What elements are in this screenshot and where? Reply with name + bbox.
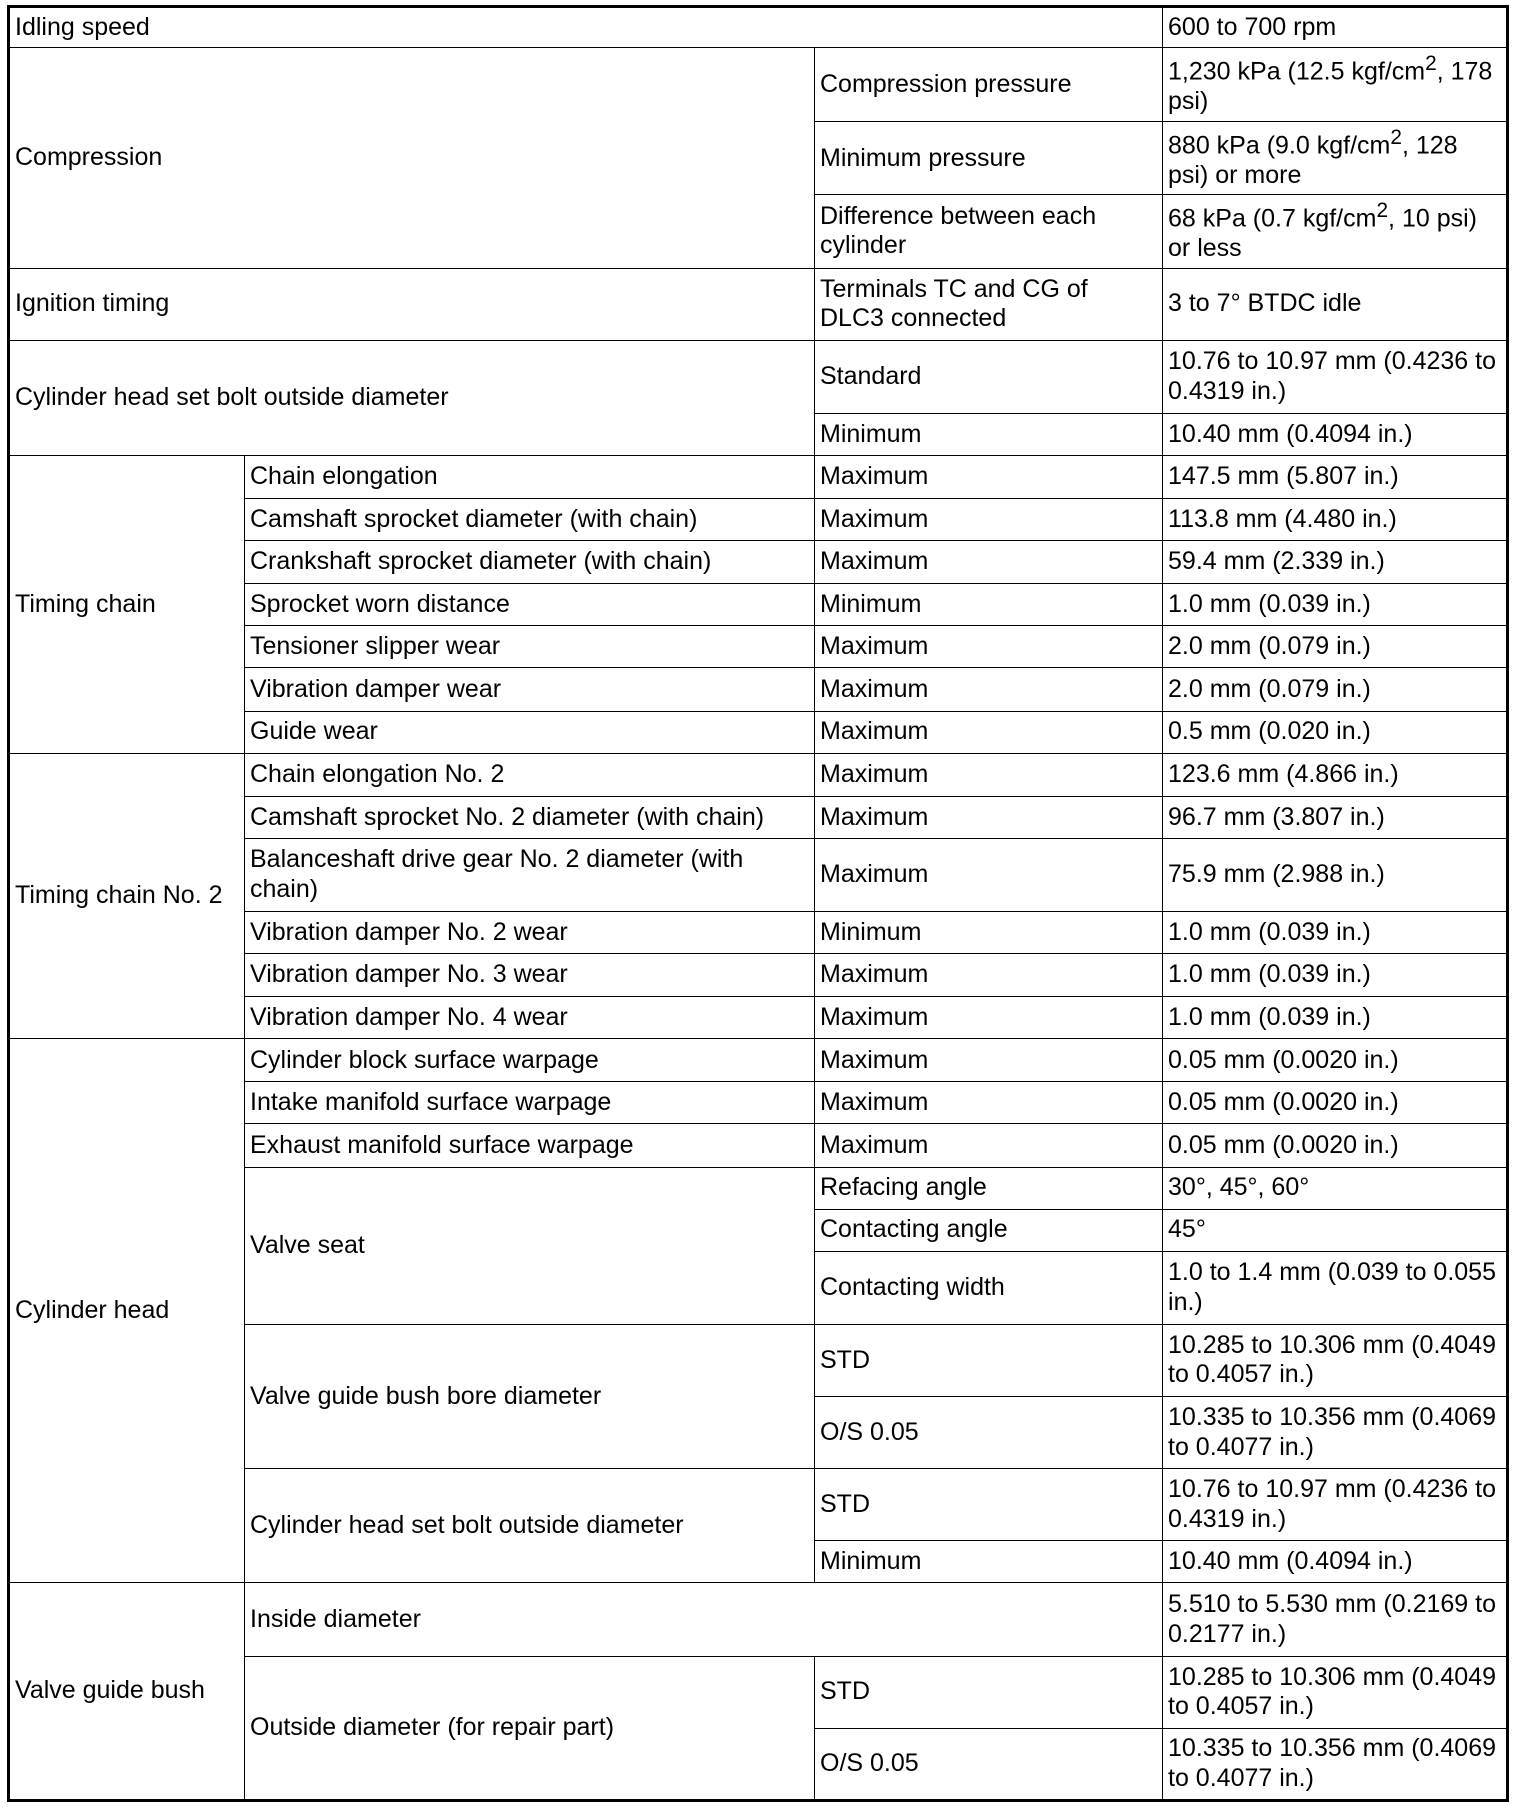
guide-bore-os-param: O/S 0.05 [815,1397,1163,1469]
idling-speed-label: Idling speed [9,7,1163,48]
guide-bore-std-value: 10.285 to 10.306 mm (0.4049 to 0.4057 in.) [1163,1324,1508,1396]
timing-chain-2-param: Maximum [815,997,1163,1039]
timing-chain-item: Chain elongation [245,455,815,498]
ignition-timing-label: Ignition timing [9,268,815,340]
timing-chain-2-label: Timing chain No. 2 [9,753,245,1039]
value-part: , 178 psi) [1168,57,1493,116]
cylinder-head-param: Maximum [815,1082,1163,1124]
cylinder-head-value: 0.05 mm (0.0020 in.) [1163,1039,1508,1082]
row-idling-speed [9,7,1508,48]
timing-chain-value: 113.8 mm (4.480 in.) [1163,499,1508,541]
timing-chain-2-param: Maximum [815,796,1163,838]
bolt-standard-value: 10.76 to 10.97 mm (0.4236 to 0.4319 in.) [1163,340,1508,413]
ignition-timing-value: 3 to 7° BTDC idle [1163,268,1508,340]
timing-chain-item: Crankshaft sprocket diameter (with chain) [245,541,815,584]
difference-param: Difference between each cylinder [815,195,1163,268]
timing-chain-param: Maximum [815,541,1163,584]
timing-chain-value: 147.5 mm (5.807 in.) [1163,455,1508,498]
bolt-diameter-label: Cylinder head set bolt outside diameter [9,340,815,455]
bolt-minimum-param: Minimum [815,413,1163,455]
outside-std-value: 10.285 to 10.306 mm (0.4049 to 0.4057 in.) [1163,1656,1508,1728]
compression-pressure-param: Compression pressure [815,48,1163,122]
timing-chain-item: Guide wear [245,711,815,753]
timing-chain-value: 2.0 mm (0.079 in.) [1163,668,1508,711]
compression-pressure-value [1163,48,1508,122]
timing-chain-2-param: Maximum [815,838,1163,911]
row-timing-chain-1 [9,455,1508,498]
row-timing-chain-2-1 [9,753,1508,796]
compression-label: Compression [9,48,815,268]
contacting-angle-param: Contacting angle [815,1209,1163,1251]
idling-speed-value: 600 to 700 rpm [1163,7,1508,48]
cylinder-head-value: 0.05 mm (0.0020 in.) [1163,1124,1508,1167]
contacting-width-value: 1.0 to 1.4 mm (0.039 to 0.055 in.) [1163,1251,1508,1324]
timing-chain-2-item: Camshaft sprocket No. 2 diameter (with chain) [245,796,815,838]
bolt-minimum-value: 10.40 mm (0.4094 in.) [1163,413,1508,455]
spec-table [7,5,1509,1802]
superscript: 2 [1425,52,1437,76]
minimum-pressure-param: Minimum pressure [815,122,1163,195]
timing-chain-2-item: Balanceshaft drive gear No. 2 diameter (with chain) [245,838,815,911]
row-compression-pressure [9,48,1508,122]
timing-chain-2-item: Vibration damper No. 4 wear [245,997,815,1039]
cylinder-head-label: Cylinder head [9,1039,245,1583]
timing-chain-item: Sprocket worn distance [245,584,815,626]
timing-chain-param: Maximum [815,626,1163,668]
inside-diameter-value: 5.510 to 5.530 mm (0.2169 to 0.2177 in.) [1163,1583,1508,1656]
guide-bore-label: Valve guide bush bore diameter [245,1324,815,1468]
valve-guide-bush-label: Valve guide bush [9,1583,245,1801]
head-bolt-std-param: STD [815,1469,1163,1541]
refacing-angle-value: 30°, 45°, 60° [1163,1167,1508,1209]
timing-chain-param: Maximum [815,668,1163,711]
refacing-angle-param: Refacing angle [815,1167,1163,1209]
timing-chain-item: Camshaft sprocket diameter (with chain) [245,499,815,541]
cylinder-head-item: Intake manifold surface warpage [245,1082,815,1124]
head-bolt-std-value: 10.76 to 10.97 mm (0.4236 to 0.4319 in.) [1163,1469,1508,1541]
timing-chain-2-item: Chain elongation No. 2 [245,753,815,796]
minimum-pressure-value [1163,122,1508,195]
timing-chain-2-value: 1.0 mm (0.039 in.) [1163,954,1508,997]
timing-chain-value: 59.4 mm (2.339 in.) [1163,541,1508,584]
timing-chain-2-value: 123.6 mm (4.866 in.) [1163,753,1508,796]
timing-chain-2-param: Maximum [815,954,1163,997]
outside-std-param: STD [815,1656,1163,1728]
timing-chain-2-value: 75.9 mm (2.988 in.) [1163,838,1508,911]
timing-chain-value: 1.0 mm (0.039 in.) [1163,584,1508,626]
value-part: 1,230 kPa (12.5 kgf/cm [1168,57,1426,86]
value-part: 68 kPa (0.7 kgf/cm [1168,204,1377,233]
outside-os-value: 10.335 to 10.356 mm (0.4069 to 0.4077 in.) [1163,1728,1508,1800]
superscript: 2 [1376,199,1389,223]
timing-chain-label: Timing chain [9,455,245,753]
superscript: 2 [1390,126,1402,150]
row-bolt-standard [9,340,1508,413]
timing-chain-item: Tensioner slipper wear [245,626,815,668]
timing-chain-2-value: 96.7 mm (3.807 in.) [1163,796,1508,838]
cylinder-head-param: Maximum [815,1039,1163,1082]
head-bolt-min-param: Minimum [815,1541,1163,1583]
timing-chain-2-param: Minimum [815,911,1163,953]
valve-seat-label: Valve seat [245,1167,815,1324]
difference-value [1163,195,1508,268]
cylinder-head-item: Exhaust manifold surface warpage [245,1124,815,1167]
head-bolt-label: Cylinder head set bolt outside diameter [245,1469,815,1583]
contacting-angle-value: 45° [1163,1209,1508,1251]
timing-chain-param: Minimum [815,584,1163,626]
inside-diameter-label: Inside diameter [245,1583,1163,1656]
cylinder-head-value: 0.05 mm (0.0020 in.) [1163,1082,1508,1124]
outside-diameter-label: Outside diameter (for repair part) [245,1656,815,1800]
value-part: , 10 psi) or less [1168,204,1477,263]
row-guide-bush-inside [9,1583,1508,1656]
value-part: 880 kPa (9.0 kgf/cm [1168,131,1391,160]
value-part: , 128 psi) or more [1168,131,1458,189]
guide-bore-os-value: 10.335 to 10.356 mm (0.4069 to 0.4077 in.) [1163,1397,1508,1469]
ignition-timing-param: Terminals TC and CG of DLC3 connected [815,268,1163,340]
bolt-standard-param: Standard [815,340,1163,413]
row-ignition-timing [9,268,1508,340]
contacting-width-param: Contacting width [815,1251,1163,1324]
cylinder-head-item: Cylinder block surface warpage [245,1039,815,1082]
timing-chain-item: Vibration damper wear [245,668,815,711]
outside-os-param: O/S 0.05 [815,1728,1163,1800]
timing-chain-param: Maximum [815,711,1163,753]
timing-chain-2-item: Vibration damper No. 2 wear [245,911,815,953]
head-bolt-min-value: 10.40 mm (0.4094 in.) [1163,1541,1508,1583]
timing-chain-value: 2.0 mm (0.079 in.) [1163,626,1508,668]
timing-chain-2-param: Maximum [815,753,1163,796]
timing-chain-value: 0.5 mm (0.020 in.) [1163,711,1508,753]
timing-chain-2-item: Vibration damper No. 3 wear [245,954,815,997]
row-cylinder-head-1 [9,1039,1508,1082]
timing-chain-2-value: 1.0 mm (0.039 in.) [1163,997,1508,1039]
timing-chain-param: Maximum [815,455,1163,498]
timing-chain-param: Maximum [815,499,1163,541]
timing-chain-2-value: 1.0 mm (0.039 in.) [1163,911,1508,953]
cylinder-head-param: Maximum [815,1124,1163,1167]
guide-bore-std-param: STD [815,1324,1163,1396]
